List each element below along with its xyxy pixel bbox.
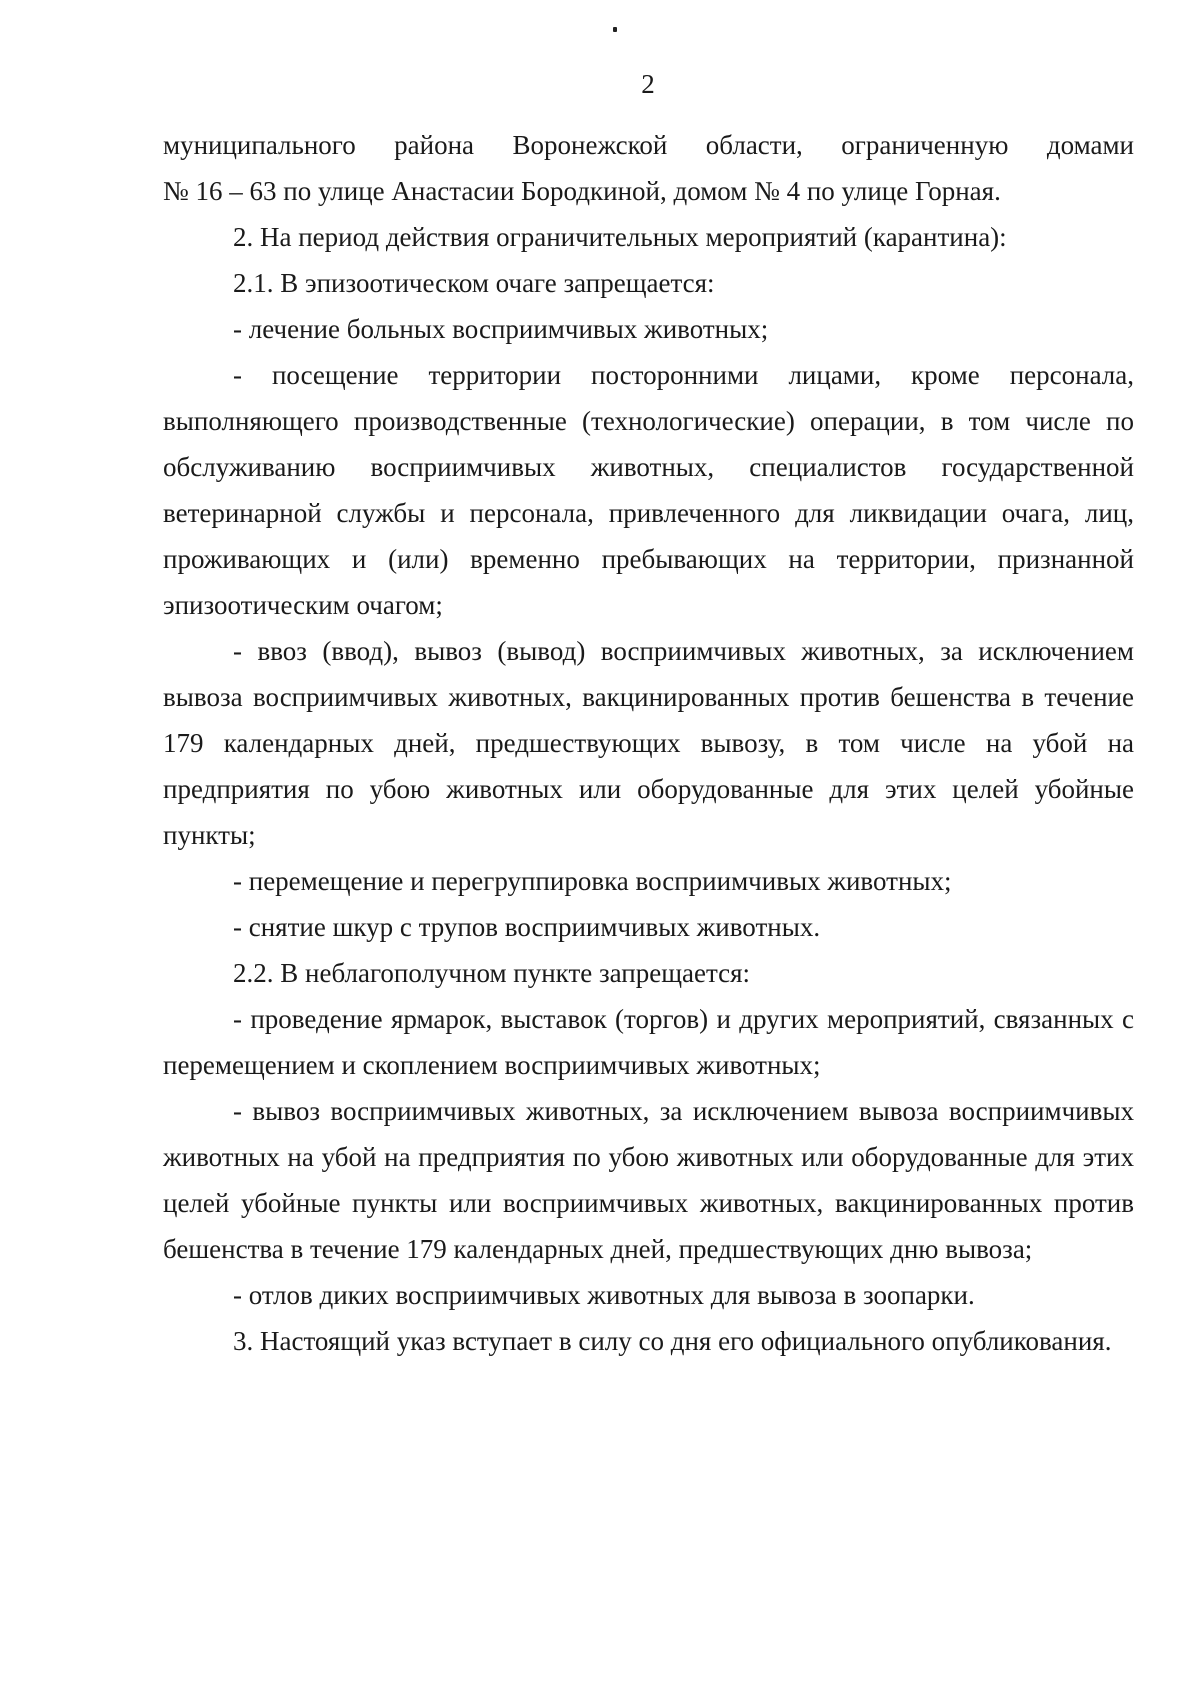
section-2-1-item-5: - снятие шкур с трупов восприимчивых животных. (233, 912, 821, 942)
section-2-1-title: 2.1. В эпизоотическом очаге запрещается: (233, 268, 715, 298)
section-2-title: 2. На период действия ограничительных мероприятий (карантина): (233, 222, 1007, 252)
document-body (163, 122, 1134, 1364)
section-2-2-item-3: - отлов диких восприимчивых животных для вывоза в зоопарки. (233, 1280, 975, 1310)
scan-dot-mark (613, 27, 617, 32)
intro-paragraph (163, 122, 1134, 214)
section-3-text: 3. Настоящий указ вступает в силу со дня его официального опубликования. (233, 1326, 1112, 1356)
page-number: 2 (641, 69, 655, 99)
intro-line-1: муниципального района Воронежской области, ограниченную домами (163, 130, 1134, 160)
intro-line-2: № 16 – 63 по улице Анастасии Бородкиной, домом № 4 по улице Горная. (163, 176, 1001, 206)
section-2-2-title: 2.2. В неблагополучном пункте запрещается: (233, 958, 750, 988)
section-2-2-item-2: - вывоз восприимчивых животных, за исключением вывоза восприимчивых животных на убой на предприятия по убою животных или оборудованные для этих целей убойные пункты или восприимчивых животных, вакцинированных против бешенства в течение 179 календарных дней, предшествующих дню вывоза; (163, 1096, 1134, 1264)
section-2-1-item-4: - перемещение и перегруппировка восприимчивых животных; (233, 866, 952, 896)
section-2-1-item-3: - ввоз (ввод), вывоз (вывод) восприимчивых животных, за исключением вывоза восприимчивых животных, вакцинированных против бешенства в течение 179 календарных дней, предшествующих вывозу, в том числе на убой на предприятия по убою животных или оборудованные для этих целей убойные пункты; (163, 636, 1134, 850)
section-2-1-item-1: - лечение больных восприимчивых животных; (233, 314, 769, 344)
section-2-1-item-2: - посещение территории посторонними лицами, кроме персонала, выполняющего производственные (технологические) операции, в том числе по обслуживанию восприимчивых животных, специалистов государственной ветеринарной службы и персонала, привлеченного для ликвидации очага, лиц, проживающих и (или) временно пребывающих на территории, признанной эпизоотическим очагом; (163, 360, 1134, 620)
section-2-2-item-1: - проведение ярмарок, выставок (торгов) и других мероприятий, связанных с перемещением и скоплением восприимчивых животных; (163, 1004, 1134, 1080)
